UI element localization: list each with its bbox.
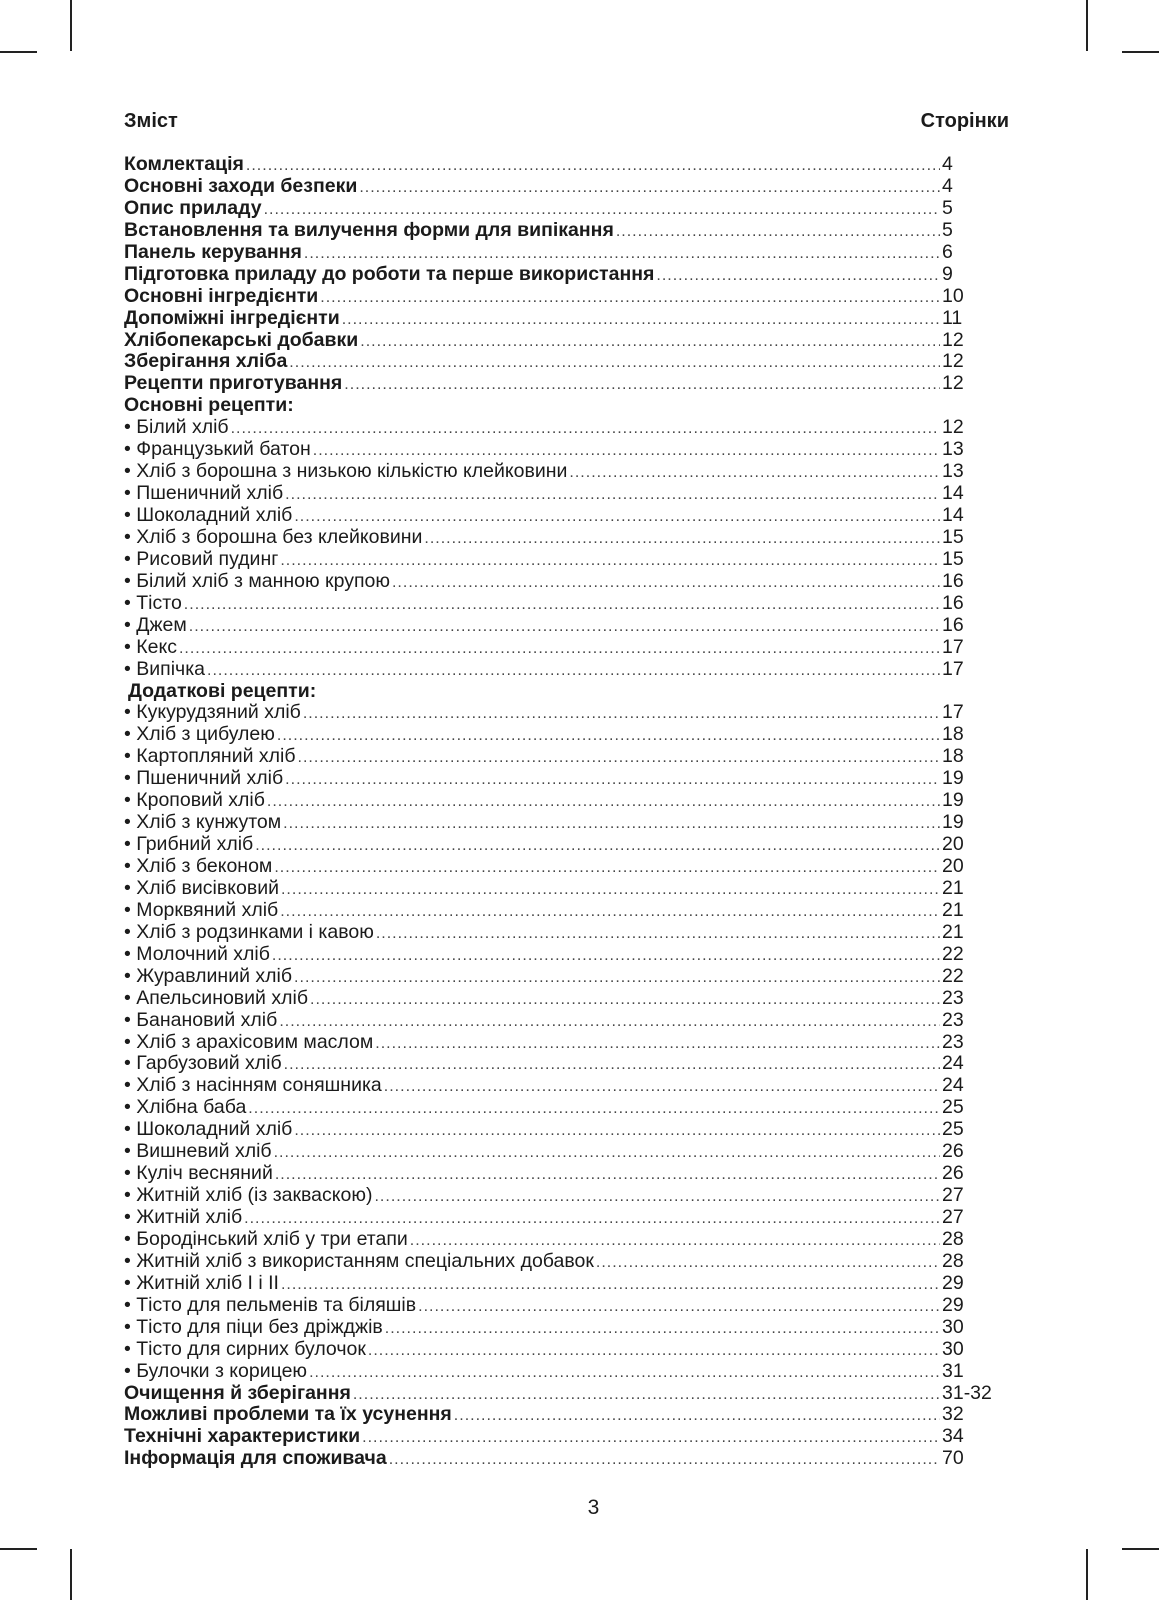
toc-entry-title: • Хліб з родзинками і кавою	[124, 920, 374, 943]
toc-entry-title: • Молочний хліб	[124, 942, 270, 965]
toc-entry	[124, 790, 1008, 812]
toc-entry	[124, 395, 1008, 417]
toc-entry	[124, 527, 1008, 549]
dot-leader	[418, 1296, 940, 1318]
toc-entry-title: • Хліб з арахісовим маслом	[124, 1030, 374, 1053]
toc-entry-title: • Грибний хліб	[124, 833, 254, 856]
toc-entry	[124, 308, 1008, 330]
toc-entry-title: • Тісто	[124, 591, 182, 614]
toc-entry-page: 16	[942, 613, 964, 636]
toc-entry-page: 19	[942, 789, 964, 812]
toc-entry	[124, 417, 1008, 439]
dot-leader	[309, 1362, 940, 1384]
toc-entry-title: • Хлібна баба	[124, 1096, 247, 1119]
toc-entry-title: • Бородінський хліб у три етапи	[124, 1227, 408, 1250]
toc-entry-page: 26	[942, 1162, 964, 1185]
toc-entry-title: • Гарбузовий хліб	[124, 1052, 282, 1075]
toc-entry-title: Очищення й зберігання	[124, 1381, 351, 1404]
toc-entry-title: • Картопляний хліб	[124, 745, 296, 768]
toc-entry-page: 4	[942, 174, 953, 197]
toc-entry	[124, 615, 1008, 637]
toc-entry-page: 23	[942, 986, 964, 1009]
toc-entry	[124, 1053, 1008, 1075]
toc-entry-title: • Куліч весняний	[124, 1162, 273, 1185]
toc-entry-page: 5	[942, 196, 953, 219]
toc-entry	[124, 330, 1008, 352]
dot-leader	[360, 331, 940, 353]
toc-entry-title: Панель керування	[124, 240, 302, 263]
toc-entry	[124, 1295, 1008, 1317]
toc-entry	[124, 1119, 1008, 1141]
dot-leader	[310, 989, 940, 1011]
toc-entry	[124, 812, 1008, 834]
dot-leader	[362, 1427, 940, 1449]
toc-entry-title: • Тісто для пельменів та біляшів	[124, 1293, 417, 1316]
dot-leader	[303, 703, 940, 725]
toc-entry-page: 70	[942, 1447, 964, 1470]
dot-leader	[279, 1011, 940, 1033]
toc-entry	[124, 1251, 1008, 1273]
crop-mark-bottom-left-h	[0, 1548, 37, 1550]
dot-leader	[374, 1186, 940, 1208]
dot-leader	[359, 177, 940, 199]
dot-leader	[280, 550, 940, 572]
dot-leader	[376, 923, 940, 945]
toc-entry	[124, 1075, 1008, 1097]
toc-entry-page: 16	[942, 569, 964, 592]
dot-leader	[281, 879, 940, 901]
toc-entry	[124, 176, 1008, 198]
toc-entry-page: 25	[942, 1118, 964, 1141]
toc-entry-title: Підготовка приладу до роботи та перше використання	[124, 262, 655, 285]
toc-entry	[124, 571, 1008, 593]
toc-entry-page: 24	[942, 1074, 964, 1097]
toc-entry-page: 14	[942, 482, 964, 505]
dot-leader	[656, 265, 940, 287]
toc-entry-title: • Хліб з борошна з низькою кількістю клейковини	[124, 460, 568, 483]
toc-entry-page: 27	[942, 1206, 964, 1228]
toc-entry-title: Опис приладу	[124, 196, 262, 219]
toc-entry-page: 20	[942, 833, 964, 856]
dot-leader	[285, 484, 940, 506]
dot-leader	[410, 1230, 940, 1252]
toc-entry-page: 13	[942, 460, 964, 483]
toc-entry-title: • Тісто для сирних булочок	[124, 1337, 366, 1360]
dot-leader	[179, 638, 940, 660]
toc-entry-title: • Хліб з цибулею	[124, 723, 275, 746]
toc-entry	[124, 1317, 1008, 1339]
toc-entry	[124, 593, 1008, 615]
toc-entry	[124, 1383, 1008, 1405]
toc-entry-page: 12	[942, 372, 964, 395]
toc-entry	[124, 505, 1008, 527]
toc-entry-page: 22	[942, 942, 964, 965]
toc-entry	[124, 1032, 1008, 1054]
dot-leader	[272, 945, 940, 967]
crop-mark-bottom-left	[70, 1549, 72, 1600]
toc-entry	[124, 659, 1008, 681]
toc-entry-title: Основні заходи безпеки	[124, 174, 358, 197]
dot-leader	[281, 1274, 940, 1296]
dot-leader	[454, 1405, 940, 1427]
toc-entry-page: 30	[942, 1337, 964, 1360]
toc-entry-title: • Випічка	[124, 657, 205, 680]
toc-entry	[124, 483, 1008, 505]
crop-mark-bottom-right	[1086, 1549, 1088, 1600]
toc-entry	[124, 988, 1008, 1010]
toc-entry	[124, 1097, 1008, 1119]
dot-leader	[294, 967, 940, 989]
toc-entry-title: • Французький батон	[124, 438, 311, 461]
toc-entry-page: 32	[942, 1403, 964, 1426]
toc-entry-title: • Кроповий хліб	[124, 789, 265, 812]
toc-entry-page: 30	[942, 1315, 964, 1338]
toc-entry	[124, 900, 1008, 922]
toc-entry-page: 12	[942, 328, 964, 351]
toc-entry-page: 5	[942, 218, 953, 241]
toc-entry	[124, 1229, 1008, 1251]
toc-entry-title: Комлектація	[124, 153, 244, 175]
toc-entry	[124, 768, 1008, 790]
dot-leader	[375, 1033, 940, 1055]
dot-leader	[248, 1098, 940, 1120]
dot-leader	[344, 374, 940, 396]
toc-entry-page: 21	[942, 898, 964, 921]
toc-entry	[124, 1339, 1008, 1361]
toc-entry-title: Встановлення та вилучення форми для випікання	[124, 218, 614, 241]
toc-entry	[124, 198, 1008, 220]
toc-entry	[124, 834, 1008, 856]
page-number: 3	[587, 1496, 600, 1519]
dot-leader	[353, 1384, 940, 1406]
toc-entry-title: Хлібопекарські добавки	[124, 328, 359, 351]
toc-entry	[124, 286, 1008, 308]
toc-entry	[124, 220, 1008, 242]
toc-entry	[124, 1163, 1008, 1185]
toc-entry	[124, 922, 1008, 944]
dot-leader	[389, 1449, 940, 1471]
toc-entry-page: 29	[942, 1271, 964, 1294]
crop-mark-top-left	[70, 0, 72, 51]
toc-entry-page: 19	[942, 767, 964, 790]
toc-entry-page: 28	[942, 1227, 964, 1250]
toc-entry	[124, 702, 1008, 724]
toc-entry-title: • Кекс	[124, 635, 177, 658]
dot-leader	[184, 594, 940, 616]
dot-leader	[264, 199, 940, 221]
dot-leader	[283, 813, 940, 835]
toc-entry-title: • Хліб з борошна без клейковини	[124, 525, 423, 548]
dot-leader	[368, 1340, 940, 1362]
toc-entry-page: 15	[942, 547, 964, 570]
toc-entry	[124, 1361, 1008, 1383]
table-of-contents	[124, 154, 1008, 1470]
dot-leader	[298, 747, 940, 769]
toc-entry-page: 13	[942, 438, 964, 461]
toc-entry-title: • Рисовий пудинг	[124, 547, 279, 570]
toc-entry-title: Можливі проблеми та їх усунення	[124, 1403, 452, 1426]
toc-entry-page: 14	[942, 504, 964, 526]
toc-entry-page: 34	[942, 1425, 964, 1448]
toc-entry-page: 18	[942, 745, 964, 768]
dot-leader	[255, 835, 940, 857]
contents-heading: Зміст	[124, 110, 178, 132]
toc-entry-page: 31-32	[942, 1381, 992, 1404]
toc-entry-title: • Тісто для піци без дріжджів	[124, 1315, 383, 1338]
toc-entry-page: 9	[942, 262, 953, 285]
toc-entry-title: • Шоколадний хліб	[124, 504, 293, 526]
dot-leader	[384, 1076, 940, 1098]
toc-entry-title: • Шоколадний хліб	[124, 1118, 293, 1141]
dot-leader	[267, 791, 940, 813]
pages-heading: Сторінки	[920, 110, 1009, 132]
dot-leader	[289, 352, 940, 374]
toc-entry-page: 6	[942, 240, 953, 263]
dot-leader	[274, 857, 940, 879]
toc-entry-page: 24	[942, 1052, 964, 1075]
toc-entry-title: • Морквяний хліб	[124, 898, 279, 921]
toc-entry-title: • Журавлиний хліб	[124, 964, 293, 987]
toc-entry-page: 23	[942, 1008, 964, 1031]
toc-entry-page: 25	[942, 1096, 964, 1119]
toc-entry	[124, 242, 1008, 264]
toc-entry-page: 20	[942, 855, 964, 877]
dot-leader	[424, 528, 940, 550]
dot-leader	[285, 769, 940, 791]
toc-entry-title: • Житній хліб	[124, 1206, 243, 1228]
toc-entry	[124, 856, 1008, 878]
toc-entry-title: • Житній хліб (із закваскою)	[124, 1184, 373, 1207]
dot-leader	[569, 462, 940, 484]
toc-entry	[124, 944, 1008, 966]
toc-entry-title: • Апельсиновий хліб	[124, 986, 308, 1009]
toc-entry-page: 11	[942, 306, 963, 329]
toc-entry	[124, 1404, 1008, 1426]
toc-entry	[124, 1207, 1008, 1229]
toc-entry-title: • Житній хліб з використанням спеціальних добавок	[124, 1249, 594, 1272]
dot-leader	[275, 1164, 940, 1186]
toc-entry-title: • Джем	[124, 613, 187, 636]
toc-entry	[124, 1426, 1008, 1448]
toc-entry-title: • Білий хліб	[124, 416, 229, 439]
toc-entry	[124, 1141, 1008, 1163]
toc-entry	[124, 724, 1008, 746]
dot-leader	[246, 155, 940, 177]
dot-leader	[277, 725, 940, 747]
toc-entry-page: 27	[942, 1184, 964, 1207]
toc-entry-page: 23	[942, 1030, 964, 1053]
toc-entry	[124, 637, 1008, 659]
dot-leader	[274, 1142, 940, 1164]
toc-entry	[124, 1273, 1008, 1295]
dot-leader	[244, 1208, 940, 1230]
dot-leader	[189, 616, 940, 638]
toc-entry-page: 29	[942, 1293, 964, 1316]
toc-entry	[124, 878, 1008, 900]
toc-entry-page: 18	[942, 723, 964, 746]
toc-entry-title: • Білий хліб з манною крупою	[124, 569, 390, 592]
toc-entry-page: 26	[942, 1140, 964, 1163]
dot-leader	[385, 1318, 940, 1340]
dot-leader	[596, 1252, 940, 1274]
crop-mark-top-right	[1086, 0, 1088, 51]
dot-leader	[280, 901, 940, 923]
toc-entry-page: 21	[942, 920, 964, 943]
toc-entry-title: Технічні характеристики	[124, 1425, 361, 1448]
toc-entry	[124, 966, 1008, 988]
toc-entry-title: • Пшеничний хліб	[124, 767, 284, 790]
dot-leader	[313, 440, 940, 462]
toc-entry-page: 16	[942, 591, 964, 614]
toc-entry-title: Додаткові рецепти:	[128, 679, 317, 702]
dot-leader	[304, 243, 940, 265]
toc-entry-title: • Хліб висівковий	[124, 876, 279, 899]
dot-leader	[231, 418, 940, 440]
toc-entry-page: 22	[942, 964, 964, 987]
toc-entry-title: • Хліб з беконом	[124, 855, 273, 877]
toc-entry	[124, 351, 1008, 373]
toc-entry	[124, 549, 1008, 571]
toc-entry-page: 19	[942, 811, 964, 834]
toc-entry-title: • Пшеничний хліб	[124, 482, 284, 505]
dot-leader	[294, 1120, 940, 1142]
toc-entry-page: 15	[942, 525, 964, 548]
toc-entry-title: • Вишневий хліб	[124, 1140, 272, 1163]
toc-entry-page: 12	[942, 350, 964, 373]
dot-leader	[392, 572, 940, 594]
toc-entry	[124, 746, 1008, 768]
toc-entry-title: Основні рецепти:	[124, 394, 294, 417]
toc-entry-page: 17	[942, 701, 964, 724]
toc-entry	[124, 1010, 1008, 1032]
dot-leader	[616, 221, 940, 243]
toc-entry-title: Основні інгредієнти	[124, 284, 319, 307]
toc-entry	[124, 154, 1008, 176]
toc-entry	[124, 373, 1008, 395]
dot-leader	[284, 1054, 940, 1076]
toc-entry-title: Допоміжні інгредієнти	[124, 306, 340, 329]
dot-leader	[294, 506, 940, 528]
toc-entry-title: • Кукурудзяний хліб	[124, 701, 301, 724]
toc-entry-title: • Житній хліб I і II	[124, 1271, 279, 1294]
toc-entry-page: 12	[942, 416, 964, 439]
toc-entry-title: Зберігання хліба	[124, 350, 288, 373]
crop-mark-bottom-right-h	[1122, 1548, 1159, 1550]
dot-leader	[342, 309, 940, 331]
toc-entry-page: 10	[942, 284, 964, 307]
dot-leader	[320, 287, 940, 309]
toc-entry	[124, 439, 1008, 461]
toc-entry-title: • Булочки з корицею	[124, 1359, 308, 1382]
toc-entry	[124, 461, 1008, 483]
toc-entry-page: 4	[942, 153, 953, 175]
toc-entry-page: 28	[942, 1249, 964, 1272]
toc-entry	[124, 1185, 1008, 1207]
toc-entry-title: • Банановий хліб	[124, 1008, 278, 1031]
dot-leader	[207, 660, 940, 682]
toc-entry-title: Інформація для споживача	[124, 1447, 387, 1470]
toc-entry-page: 17	[942, 657, 964, 680]
toc-entry-title: • Хліб з кунжутом	[124, 811, 282, 834]
toc-entry	[124, 264, 1008, 286]
toc-entry-page: 31	[942, 1359, 964, 1382]
toc-entry	[124, 681, 1008, 703]
crop-mark-top-left-h	[0, 51, 37, 53]
toc-entry-page: 17	[942, 635, 964, 658]
toc-entry-title: • Хліб з насінням соняшника	[124, 1074, 382, 1097]
toc-entry	[124, 1448, 1008, 1470]
crop-mark-top-right-h	[1122, 51, 1159, 53]
toc-entry-title: Рецепти приготування	[124, 372, 343, 395]
toc-entry-page: 21	[942, 876, 964, 899]
